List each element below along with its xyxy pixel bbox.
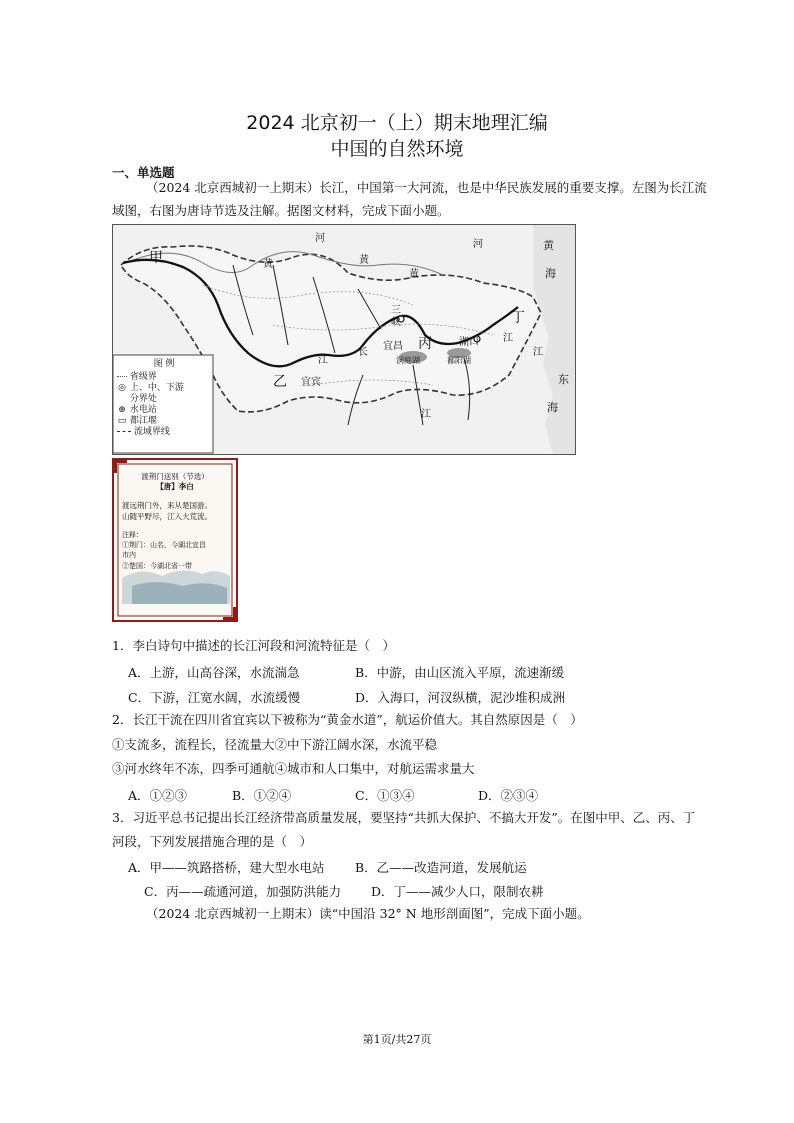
map-label-yi: 乙 — [273, 374, 287, 390]
poem-note-2: ②楚国：今湖北省一带 — [122, 562, 192, 570]
poem-line-2: 山随平野尽，江入大荒流。 — [122, 512, 212, 521]
map-label-jiang-3: 江 — [421, 409, 431, 420]
legend-item-province-border: 省级界 — [117, 372, 211, 383]
q3-option-d[interactable]: D．丁——减少人口，限制农耕 — [371, 884, 544, 899]
poem-author: 【唐】李白 — [156, 482, 194, 491]
q1-option-d[interactable]: D．入海口，河汊纵横，泥沙堆积成洲 — [355, 690, 566, 705]
page-subtitle: 中国的自然环境 — [330, 138, 464, 160]
q1-stem: 1．李白诗句中描述的长江河段和河流特征是（ ） — [112, 638, 395, 653]
q1-option-a[interactable]: A．上游，山高谷深，水流湍急 — [128, 665, 300, 680]
yangtze-basin-map — [112, 224, 576, 455]
q2-option-c[interactable]: C．①③④ — [355, 788, 415, 803]
q2-option-b[interactable]: B．①②④ — [232, 788, 292, 803]
map-label-huang-2: 黄 — [359, 255, 369, 266]
poem-line-1: 渡远荆门外，来从楚国游。 — [122, 501, 212, 510]
map-label-poyang: 鄱阳湖 — [447, 356, 471, 365]
map-label-jiang-2: 江 — [503, 333, 513, 344]
map-label-huang-1: 黄 — [263, 259, 273, 270]
intro-2: （2024 北京西城初一上期末）读“中国沿 32° N 地形剖面图”，完成下面小题。 — [146, 906, 590, 921]
map-label-jia: 甲 — [149, 250, 163, 266]
poem-notes-label: 注释： — [122, 531, 143, 539]
poem-title: 渡荆门送别（节选） — [141, 472, 209, 481]
q2-statement-2: ③河水终年不冻，四季可通航④城市和人口集中，对航运需求量大 — [112, 761, 475, 776]
q2-option-a[interactable]: A．①②③ — [128, 788, 188, 803]
legend-item-basin-line: 流域界线 — [117, 427, 211, 438]
legend-item-hydropower: ⊛ 水电站 — [118, 405, 157, 415]
q3-option-c[interactable]: C．丙——疏通河道，加强防洪能力 — [144, 884, 342, 899]
legend-title: 图 例 — [153, 359, 175, 369]
page-title: 2024 北京初一（上）期末地理汇编 — [246, 112, 548, 134]
intro-line-1: （2024 北京西城初一上期末）长江，中国第一大河流，也是中华民族发展的重要支撑。左图为长江流 — [146, 180, 707, 195]
legend-item-boundary: ◎ 上、中、下游 — [118, 383, 184, 393]
q1-option-b[interactable]: B．中游，由山区流入平原，流速渐缓 — [355, 665, 565, 680]
map-label-he-2: 河 — [473, 239, 483, 250]
map-label-sanxia-1: 三 — [391, 305, 401, 316]
map-label-sanxia-2: 峡 — [391, 317, 401, 328]
poem-card — [112, 458, 238, 622]
poem-note-1: ①荆门：山名，今湖北宜昌 — [122, 541, 206, 549]
map-label-chang: 长 — [358, 347, 368, 358]
map-label-huanghai-1: 黄 — [543, 239, 554, 252]
intro-line-2: 域图，右图为唐诗节选及注解。据图文材料，完成下面小题。 — [112, 203, 450, 218]
map-legend — [117, 359, 211, 438]
legend-item-dujiangyan: ▭ 都江堰 — [117, 416, 157, 426]
map-label-bing: 丙 — [418, 336, 432, 352]
map-label-dongting: 洞庭湖 — [396, 356, 420, 365]
map-label-jiang-1: 江 — [318, 355, 328, 366]
map-label-huanghai-2: 海 — [545, 267, 556, 280]
q2-statement-1: ①支流多，流程长，径流量大②中下游江阔水深，水流平稳 — [112, 737, 438, 752]
q3-option-a[interactable]: A．甲——筑路搭桥，建大型水电站 — [128, 860, 325, 875]
map-label-yibin: 宜宾 — [301, 377, 321, 388]
poem-note-1b: 市内 — [122, 551, 136, 559]
map-label-donghai-2: 海 — [547, 401, 558, 414]
q3-stem-2: 河段，下列发展措施合理的是（ ） — [112, 834, 313, 849]
map-label-donghai-1: 东 — [558, 373, 569, 386]
map-label-jiang-4: 江 — [533, 347, 543, 358]
map-label-hukou: 湖口 — [459, 337, 479, 348]
map-label-ding: 丁 — [511, 310, 525, 326]
q2-option-d[interactable]: D．②③④ — [478, 788, 539, 803]
map-label-he-1: 河 — [315, 233, 325, 244]
q2-stem: 2．长江干流在四川省宜宾以下被称为“黄金水道”，航运价值大。其自然原因是（ ） — [112, 712, 583, 727]
q3-stem-1: 3．习近平总书记提出长江经济带高质量发展，要坚持“共抓大保护、不搞大开发”。在图中甲、乙、丙、丁 — [112, 810, 696, 825]
page-footer: 第1页/共27页 — [362, 1033, 432, 1046]
q1-option-c[interactable]: C．下游，江宽水阔，水流缓慢 — [128, 690, 301, 705]
map-label-huang-3: 黄 — [409, 269, 419, 280]
map-label-yichang: 宜昌 — [383, 341, 403, 352]
section-heading: 一、单选题 — [112, 165, 175, 180]
q3-option-b[interactable]: B．乙——改造河道，发展航运 — [355, 860, 527, 875]
legend-item-boundary-2: 分界处 — [129, 394, 157, 404]
